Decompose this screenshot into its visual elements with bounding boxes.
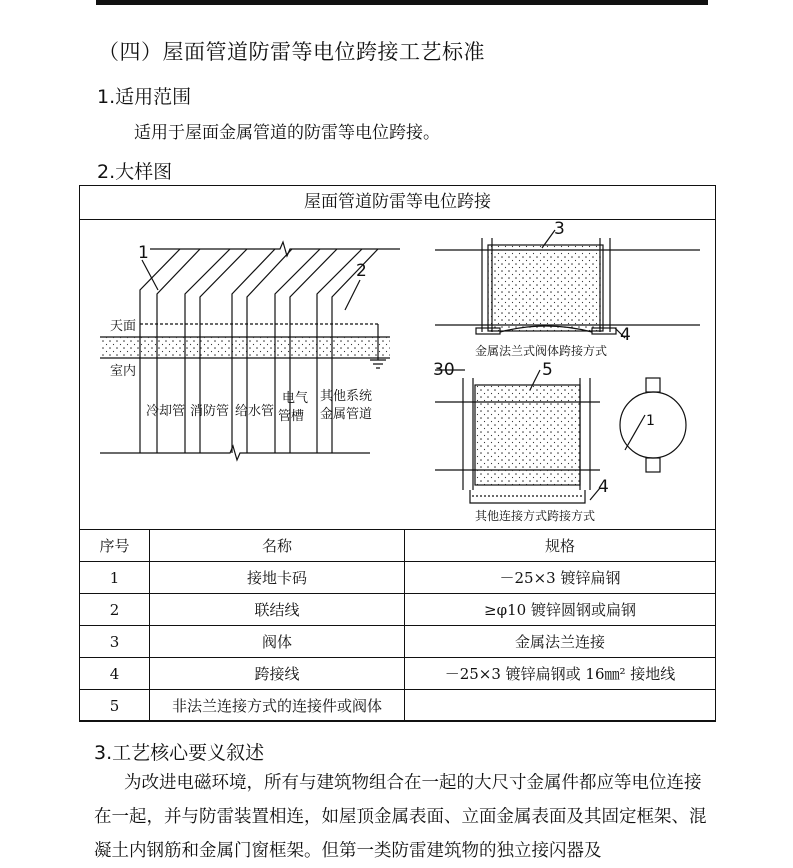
cell-name: 接地卡码 xyxy=(150,562,405,594)
top-clamp xyxy=(646,378,660,392)
cell-name: 联结线 xyxy=(150,594,405,626)
cell-spec xyxy=(405,690,716,722)
cell-index: 4 xyxy=(80,658,150,690)
cell-spec: －25×3 镀锌扁钢或 16㎜² 接地线 xyxy=(405,658,716,690)
cell-name: 跨接线 xyxy=(150,658,405,690)
label-pipe-2: 消防管 xyxy=(190,404,230,419)
label-pipe-1: 冷却管 xyxy=(146,404,186,419)
label-n4: 4 xyxy=(620,325,631,345)
table-header-row xyxy=(80,530,716,562)
cell-spec: 金属法兰连接 xyxy=(405,626,716,658)
flange-valve-body xyxy=(488,245,603,331)
page-title: （四）屋面管道防雷等电位跨接工艺标准 xyxy=(98,40,485,64)
cell-index: 1 xyxy=(80,562,150,594)
caption-other: 其他连接方式跨接方式 xyxy=(475,509,596,523)
table-row xyxy=(80,594,716,626)
table-row xyxy=(80,562,716,594)
section-scope-title: 1.适用范围 xyxy=(97,86,192,108)
bonding-diagram xyxy=(80,220,714,530)
col-name: 名称 xyxy=(150,530,405,562)
label-n5: 5 xyxy=(542,360,553,380)
cell-index: 3 xyxy=(80,626,150,658)
label-pipe-4b: 管槽 xyxy=(278,409,305,424)
label-indoor: 室内 xyxy=(110,364,137,379)
label-pipe-3: 给水管 xyxy=(235,404,275,419)
figure-title: 屋面管道防雷等电位跨接 xyxy=(80,186,715,220)
top-rule xyxy=(96,0,708,5)
label-n1: 1 xyxy=(138,243,149,263)
label-n2: 2 xyxy=(356,261,367,281)
caption-flange: 金属法兰式阀体跨接方式 xyxy=(475,344,608,358)
jumper-wire-other xyxy=(470,490,585,503)
table-row xyxy=(80,690,716,722)
label-n3: 3 xyxy=(554,220,565,239)
label-pipe-5a: 其他系统 xyxy=(320,389,373,404)
col-index: 序号 xyxy=(80,530,150,562)
leader-1b xyxy=(625,415,645,450)
leader-2 xyxy=(345,280,360,310)
cell-name: 非法兰连接方式的连接件或阀体 xyxy=(150,690,405,722)
other-valve-body xyxy=(475,385,580,485)
table-row xyxy=(80,626,716,658)
label-pipe-4a: 电气 xyxy=(282,391,309,406)
cell-spec: －25×3 镀锌扁钢 xyxy=(405,562,716,594)
cell-spec: ≥φ10 镀锌圆钢或扁钢 xyxy=(405,594,716,626)
col-spec: 规格 xyxy=(405,530,716,562)
scope-text: 适用于屋面金属管道的防雷等电位跨接。 xyxy=(134,123,440,143)
bottom-clamp xyxy=(646,458,660,472)
core-text-block xyxy=(94,766,714,868)
cell-index: 5 xyxy=(80,690,150,722)
section-core-title: 3.工艺核心要义叙述 xyxy=(94,742,265,764)
core-text: 为改进电磁环境，所有与建筑物组合在一起的大尺寸金属件都应等电位连接在一起，并与防雷装置相连，如屋顶金属表面、立面金属表面及其固定框架、混凝土内钢筋和金属门窗框架。但第一类防雷建筑物的独立接闪器及 xyxy=(94,773,707,861)
label-n4b: 4 xyxy=(598,477,609,497)
cell-index: 2 xyxy=(80,594,150,626)
section-diagram-title: 2.大样图 xyxy=(97,161,173,183)
label-n30: 30 xyxy=(433,360,455,380)
spec-table xyxy=(79,529,716,722)
label-pipe-5b: 金属管道 xyxy=(320,407,373,422)
label-n1b: 1 xyxy=(646,413,655,429)
cell-name: 阀体 xyxy=(150,626,405,658)
table-row xyxy=(80,658,716,690)
label-roof: 天面 xyxy=(110,319,137,334)
